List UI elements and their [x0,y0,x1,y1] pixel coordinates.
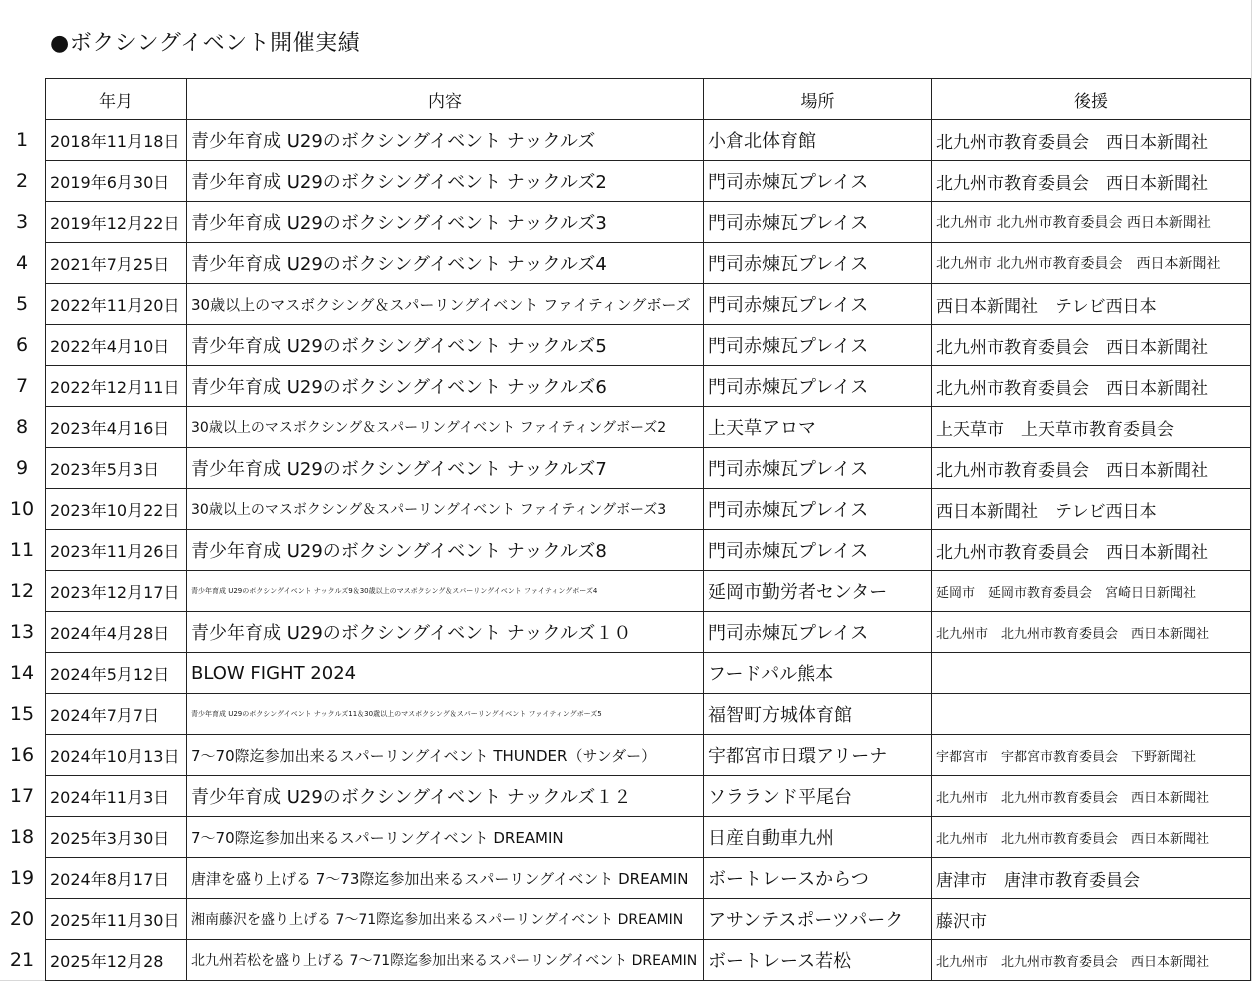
cell-date: 2023年12月17日 [46,571,187,612]
cell-date: 2025年12月28 [46,940,187,981]
row-number: 18 [9,826,35,848]
table-row [46,571,1251,612]
cell-date: 2021年7月25日 [46,243,187,284]
table-row [46,325,1251,366]
cell-content: 青少年育成 U29のボクシングイベント ナックルズ2 [187,161,704,202]
table-row [46,530,1251,571]
cell-support: 北九州市教育委員会 西日本新聞社 [932,120,1251,161]
row-number: 8 [15,416,29,438]
cell-place: 福智町方城体育館 [704,694,932,735]
cell-support: 北九州市 北九州市教育委員会 西日本新聞社 [932,940,1251,981]
cell-place: 門司赤煉瓦プレイス [704,202,932,243]
row-number: 12 [9,580,35,602]
row-number: 20 [9,908,35,930]
table-row [46,489,1251,530]
table-row [46,940,1251,981]
cell-support: 北九州市 北九州市教育委員会 西日本新聞社 [932,243,1251,284]
table-row [46,735,1251,776]
table-body [46,120,1251,981]
cell-content: 青少年育成 U29のボクシングイベント ナックルズ5 [187,325,704,366]
cell-place: 門司赤煉瓦プレイス [704,325,932,366]
cell-content: 青少年育成 U29のボクシングイベント ナックルズ11＆30歳以上のマスボクシング＆スパーリングイベント ファイティングボーズ5 [187,694,704,735]
row-number: 1 [15,129,29,151]
cell-support: 北九州市 北九州市教育委員会 西日本新聞社 [932,612,1251,653]
cell-support: 藤沢市 [932,899,1251,940]
cell-date: 2024年4月28日 [46,612,187,653]
cell-content: 青少年育成 U29のボクシングイベント ナックルズ8 [187,530,704,571]
cell-support: 北九州市教育委員会 西日本新聞社 [932,325,1251,366]
cell-support: 北九州市教育委員会 西日本新聞社 [932,448,1251,489]
cell-content: 青少年育成 U29のボクシングイベント ナックルズ7 [187,448,704,489]
cell-place: 日産自動車九州 [704,817,932,858]
cell-content: 青少年育成 U29のボクシングイベント ナックルズ3 [187,202,704,243]
cell-content: 青少年育成 U29のボクシングイベント ナックルズ9＆30歳以上のマスボクシング＆スパーリングイベント ファイティングボーズ4 [187,571,704,612]
header-place: 場所 [704,79,932,120]
cell-date: 2018年11月18日 [46,120,187,161]
cell-place: 門司赤煉瓦プレイス [704,243,932,284]
header-support: 後援 [932,79,1251,120]
row-number: 4 [15,252,29,274]
cell-content: 30歳以上のマスボクシング＆スパーリングイベント ファイティングボーズ3 [187,489,704,530]
cell-support: 北九州市教育委員会 西日本新聞社 [932,530,1251,571]
cell-date: 2019年12月22日 [46,202,187,243]
cell-support [932,694,1251,735]
cell-content: 青少年育成 U29のボクシングイベント ナックルズ6 [187,366,704,407]
cell-date: 2024年5月12日 [46,653,187,694]
cell-content: BLOW FIGHT 2024 [187,653,704,694]
table-row [46,858,1251,899]
table-row [46,653,1251,694]
cell-date: 2019年6月30日 [46,161,187,202]
header-row [46,79,1251,120]
table-row [46,120,1251,161]
cell-support: 延岡市 延岡市教育委員会 宮崎日日新聞社 [932,571,1251,612]
cell-place: 門司赤煉瓦プレイス [704,448,932,489]
cell-content: 青少年育成 U29のボクシングイベント ナックルズ１０ [187,612,704,653]
table-row [46,612,1251,653]
cell-support: 北九州市 北九州市教育委員会 西日本新聞社 [932,776,1251,817]
cell-content: 青少年育成 U29のボクシングイベント ナックルズ１２ [187,776,704,817]
row-number: 6 [15,334,29,356]
cell-content: 青少年育成 U29のボクシングイベント ナックルズ4 [187,243,704,284]
row-number: 9 [15,457,29,479]
cell-place: 上天草アロマ [704,407,932,448]
cell-date: 2023年11月26日 [46,530,187,571]
cell-support: 宇都宮市 宇都宮市教育委員会 下野新聞社 [932,735,1251,776]
cell-place: アサンテスポーツパーク [704,899,932,940]
cell-content: 30歳以上のマスボクシング＆スパーリングイベント ファイティングボーズ2 [187,407,704,448]
table-row [46,407,1251,448]
cell-support: 北九州市 北九州市教育委員会 西日本新聞社 [932,817,1251,858]
header-date: 年月 [46,79,187,120]
header-content: 内容 [187,79,704,120]
cell-place: 宇都宮市日環アリーナ [704,735,932,776]
cell-content: 7〜70際迄参加出来るスパーリングイベント DREAMIN [187,817,704,858]
table-row [46,817,1251,858]
cell-place: 門司赤煉瓦プレイス [704,366,932,407]
row-number: 11 [9,539,35,561]
cell-place: ボートレースからつ [704,858,932,899]
cell-date: 2022年12月11日 [46,366,187,407]
cell-place: ソラランド平尾台 [704,776,932,817]
row-number: 16 [9,744,35,766]
cell-date: 2023年4月16日 [46,407,187,448]
cell-content: 30歳以上のマスボクシング＆スパーリングイベント ファイティングボーズ [187,284,704,325]
row-number: 21 [9,949,35,971]
cell-support: 北九州市教育委員会 西日本新聞社 [932,366,1251,407]
cell-place: 小倉北体育館 [704,120,932,161]
cell-support: 西日本新聞社 テレビ西日本 [932,284,1251,325]
row-number: 19 [9,867,35,889]
table-row [46,776,1251,817]
cell-date: 2024年8月17日 [46,858,187,899]
table-row [46,694,1251,735]
cell-place: 延岡市勤労者センター [704,571,932,612]
cell-content: 7〜70際迄参加出来るスパーリングイベント THUNDER（サンダー） [187,735,704,776]
cell-place: 門司赤煉瓦プレイス [704,489,932,530]
row-number: 10 [9,498,35,520]
table-row [46,161,1251,202]
cell-date: 2025年3月30日 [46,817,187,858]
cell-date: 2025年11月30日 [46,899,187,940]
cell-place: 門司赤煉瓦プレイス [704,161,932,202]
cell-support [932,653,1251,694]
table-row [46,284,1251,325]
cell-support: 北九州市教育委員会 西日本新聞社 [932,161,1251,202]
row-number: 14 [9,662,35,684]
table-row [46,899,1251,940]
row-number: 3 [15,211,29,233]
cell-place: フードパル熊本 [704,653,932,694]
events-table [45,78,1251,981]
row-number: 13 [9,621,35,643]
row-number: 17 [9,785,35,807]
cell-content: 湘南藤沢を盛り上げる 7〜71際迄参加出来るスパーリングイベント DREAMIN [187,899,704,940]
cell-support: 上天草市 上天草市教育委員会 [932,407,1251,448]
cell-place: 門司赤煉瓦プレイス [704,530,932,571]
row-number: 15 [9,703,35,725]
cell-place: ボートレース若松 [704,940,932,981]
cell-content: 北九州若松を盛り上げる 7〜71際迄参加出来るスパーリングイベント DREAMIN [187,940,704,981]
cell-place: 門司赤煉瓦プレイス [704,612,932,653]
cell-date: 2022年11月20日 [46,284,187,325]
cell-content: 青少年育成 U29のボクシングイベント ナックルズ [187,120,704,161]
row-number: 5 [15,293,29,315]
table-row [46,448,1251,489]
cell-support: 西日本新聞社 テレビ西日本 [932,489,1251,530]
page-title: ●ボクシングイベント開催実績 [50,31,361,56]
row-number: 2 [15,170,29,192]
row-number: 7 [15,375,29,397]
cell-date: 2024年11月3日 [46,776,187,817]
cell-support: 北九州市 北九州市教育委員会 西日本新聞社 [932,202,1251,243]
table-row [46,243,1251,284]
table-row [46,366,1251,407]
cell-date: 2023年5月3日 [46,448,187,489]
cell-place: 門司赤煉瓦プレイス [704,284,932,325]
cell-content: 唐津を盛り上げる 7〜73際迄参加出来るスパーリングイベント DREAMIN [187,858,704,899]
cell-date: 2024年7月7日 [46,694,187,735]
table-row [46,202,1251,243]
cell-date: 2024年10月13日 [46,735,187,776]
cell-date: 2023年10月22日 [46,489,187,530]
cell-support: 唐津市 唐津市教育委員会 [932,858,1251,899]
cell-date: 2022年4月10日 [46,325,187,366]
